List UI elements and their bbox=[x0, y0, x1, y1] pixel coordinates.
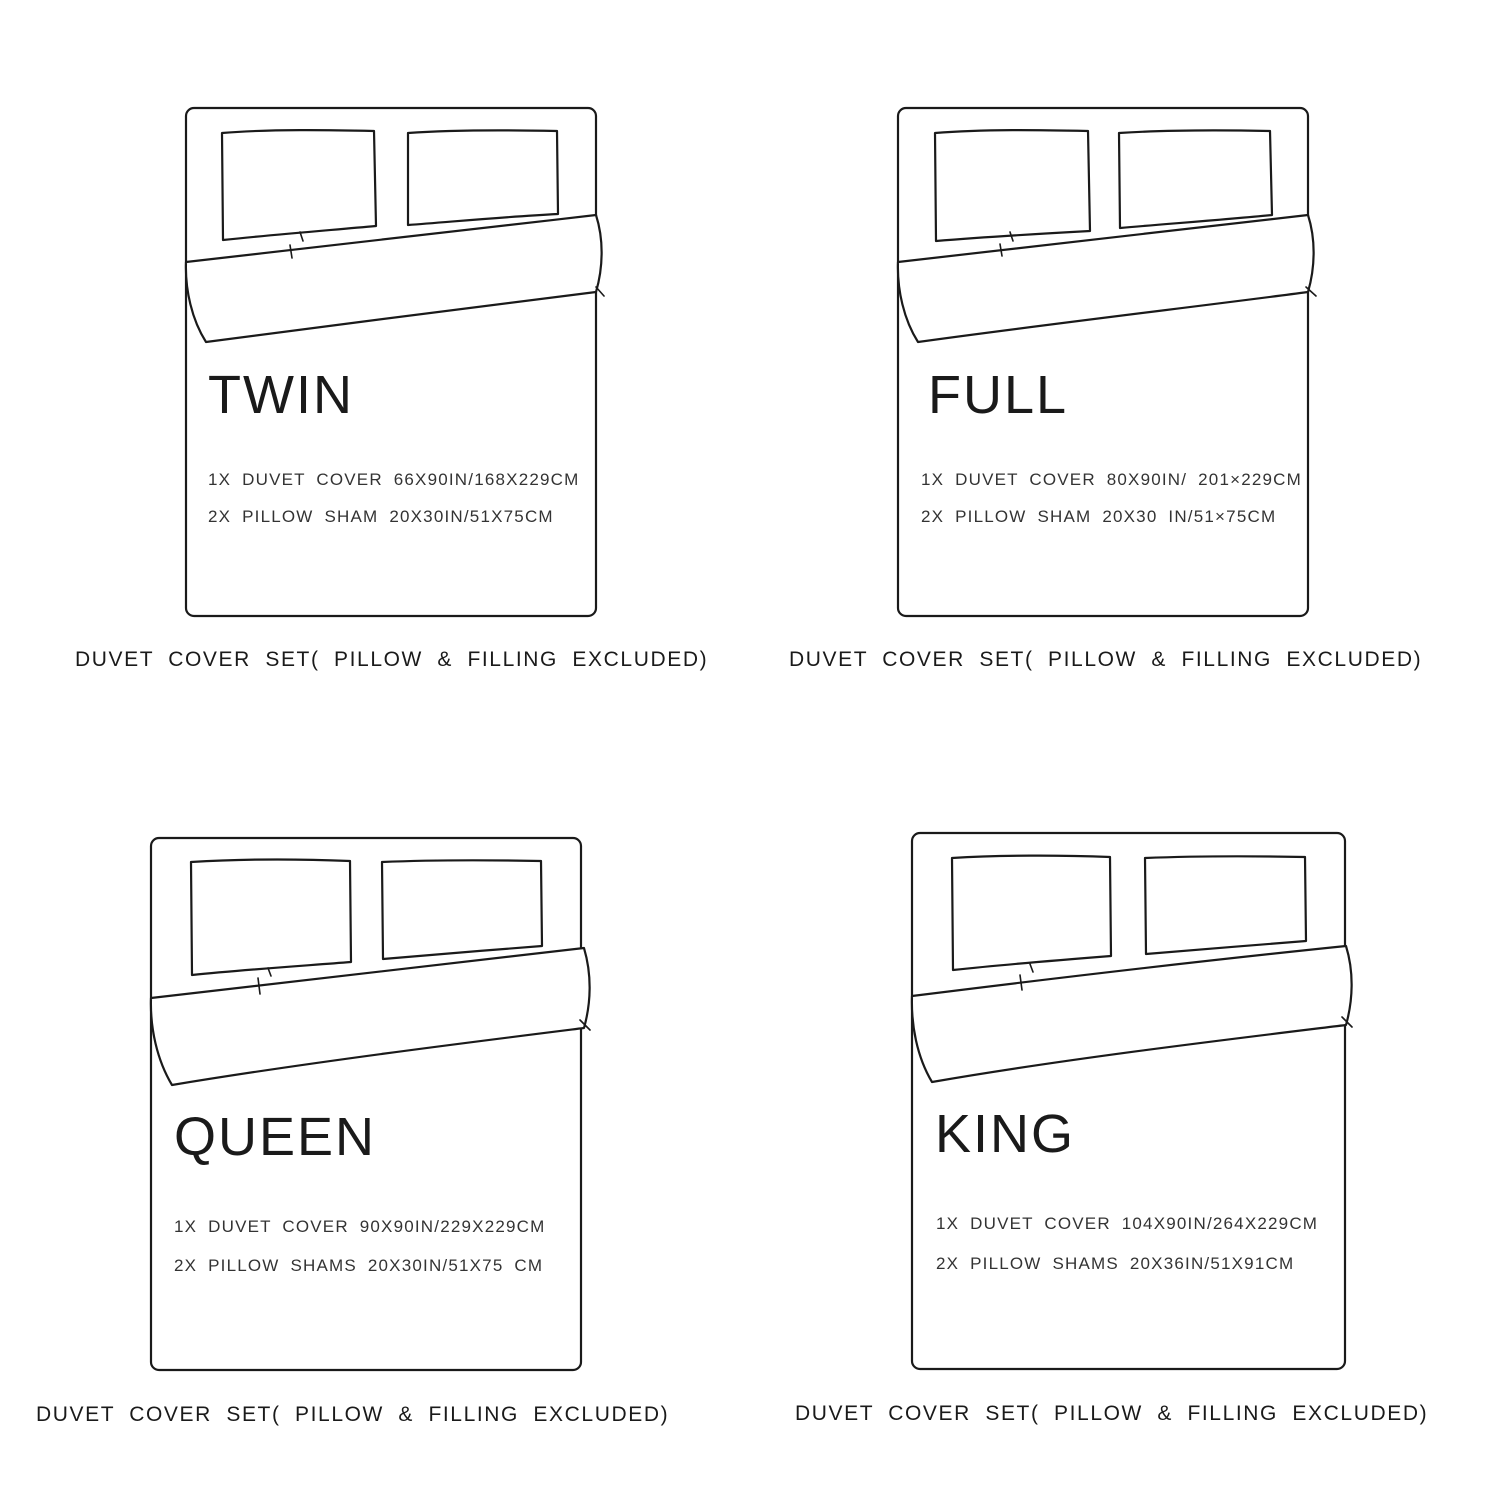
pillow-right bbox=[1145, 856, 1306, 954]
set-caption: DUVET COVER SET( PILLOW & FILLING EXCLUDED) bbox=[795, 1402, 1429, 1425]
set-caption: DUVET COVER SET( PILLOW & FILLING EXCLUDED) bbox=[75, 648, 709, 671]
spec-duvet-cover: 1X DUVET COVER 90X90IN/229X229CM bbox=[174, 1217, 546, 1236]
spec-pillow-sham: 2X PILLOW SHAM 20X30 IN/51×75CM bbox=[921, 507, 1277, 526]
size-title: QUEEN bbox=[174, 1107, 377, 1167]
spec-duvet-cover: 1X DUVET COVER 80X90IN/ 201×229CM bbox=[921, 470, 1303, 489]
set-caption: DUVET COVER SET( PILLOW & FILLING EXCLUDED) bbox=[36, 1403, 670, 1426]
size-title: TWIN bbox=[208, 365, 354, 425]
spec-duvet-cover: 1X DUVET COVER 104X90IN/264X229CM bbox=[936, 1214, 1319, 1233]
pillow-left bbox=[952, 856, 1111, 970]
spec-pillow-sham: 2X PILLOW SHAM 20X30IN/51X75CM bbox=[208, 507, 554, 526]
spec-pillow-sham: 2X PILLOW SHAMS 20X36IN/51X91CM bbox=[936, 1254, 1295, 1273]
spec-duvet-cover: 1X DUVET COVER 66X90IN/168X229CM bbox=[208, 470, 580, 489]
spec-pillow-sham: 2X PILLOW SHAMS 20X30IN/51X75 CM bbox=[174, 1256, 544, 1275]
size-title: FULL bbox=[928, 365, 1069, 425]
set-caption: DUVET COVER SET( PILLOW & FILLING EXCLUDED) bbox=[789, 648, 1423, 671]
size-title: KING bbox=[935, 1104, 1076, 1164]
